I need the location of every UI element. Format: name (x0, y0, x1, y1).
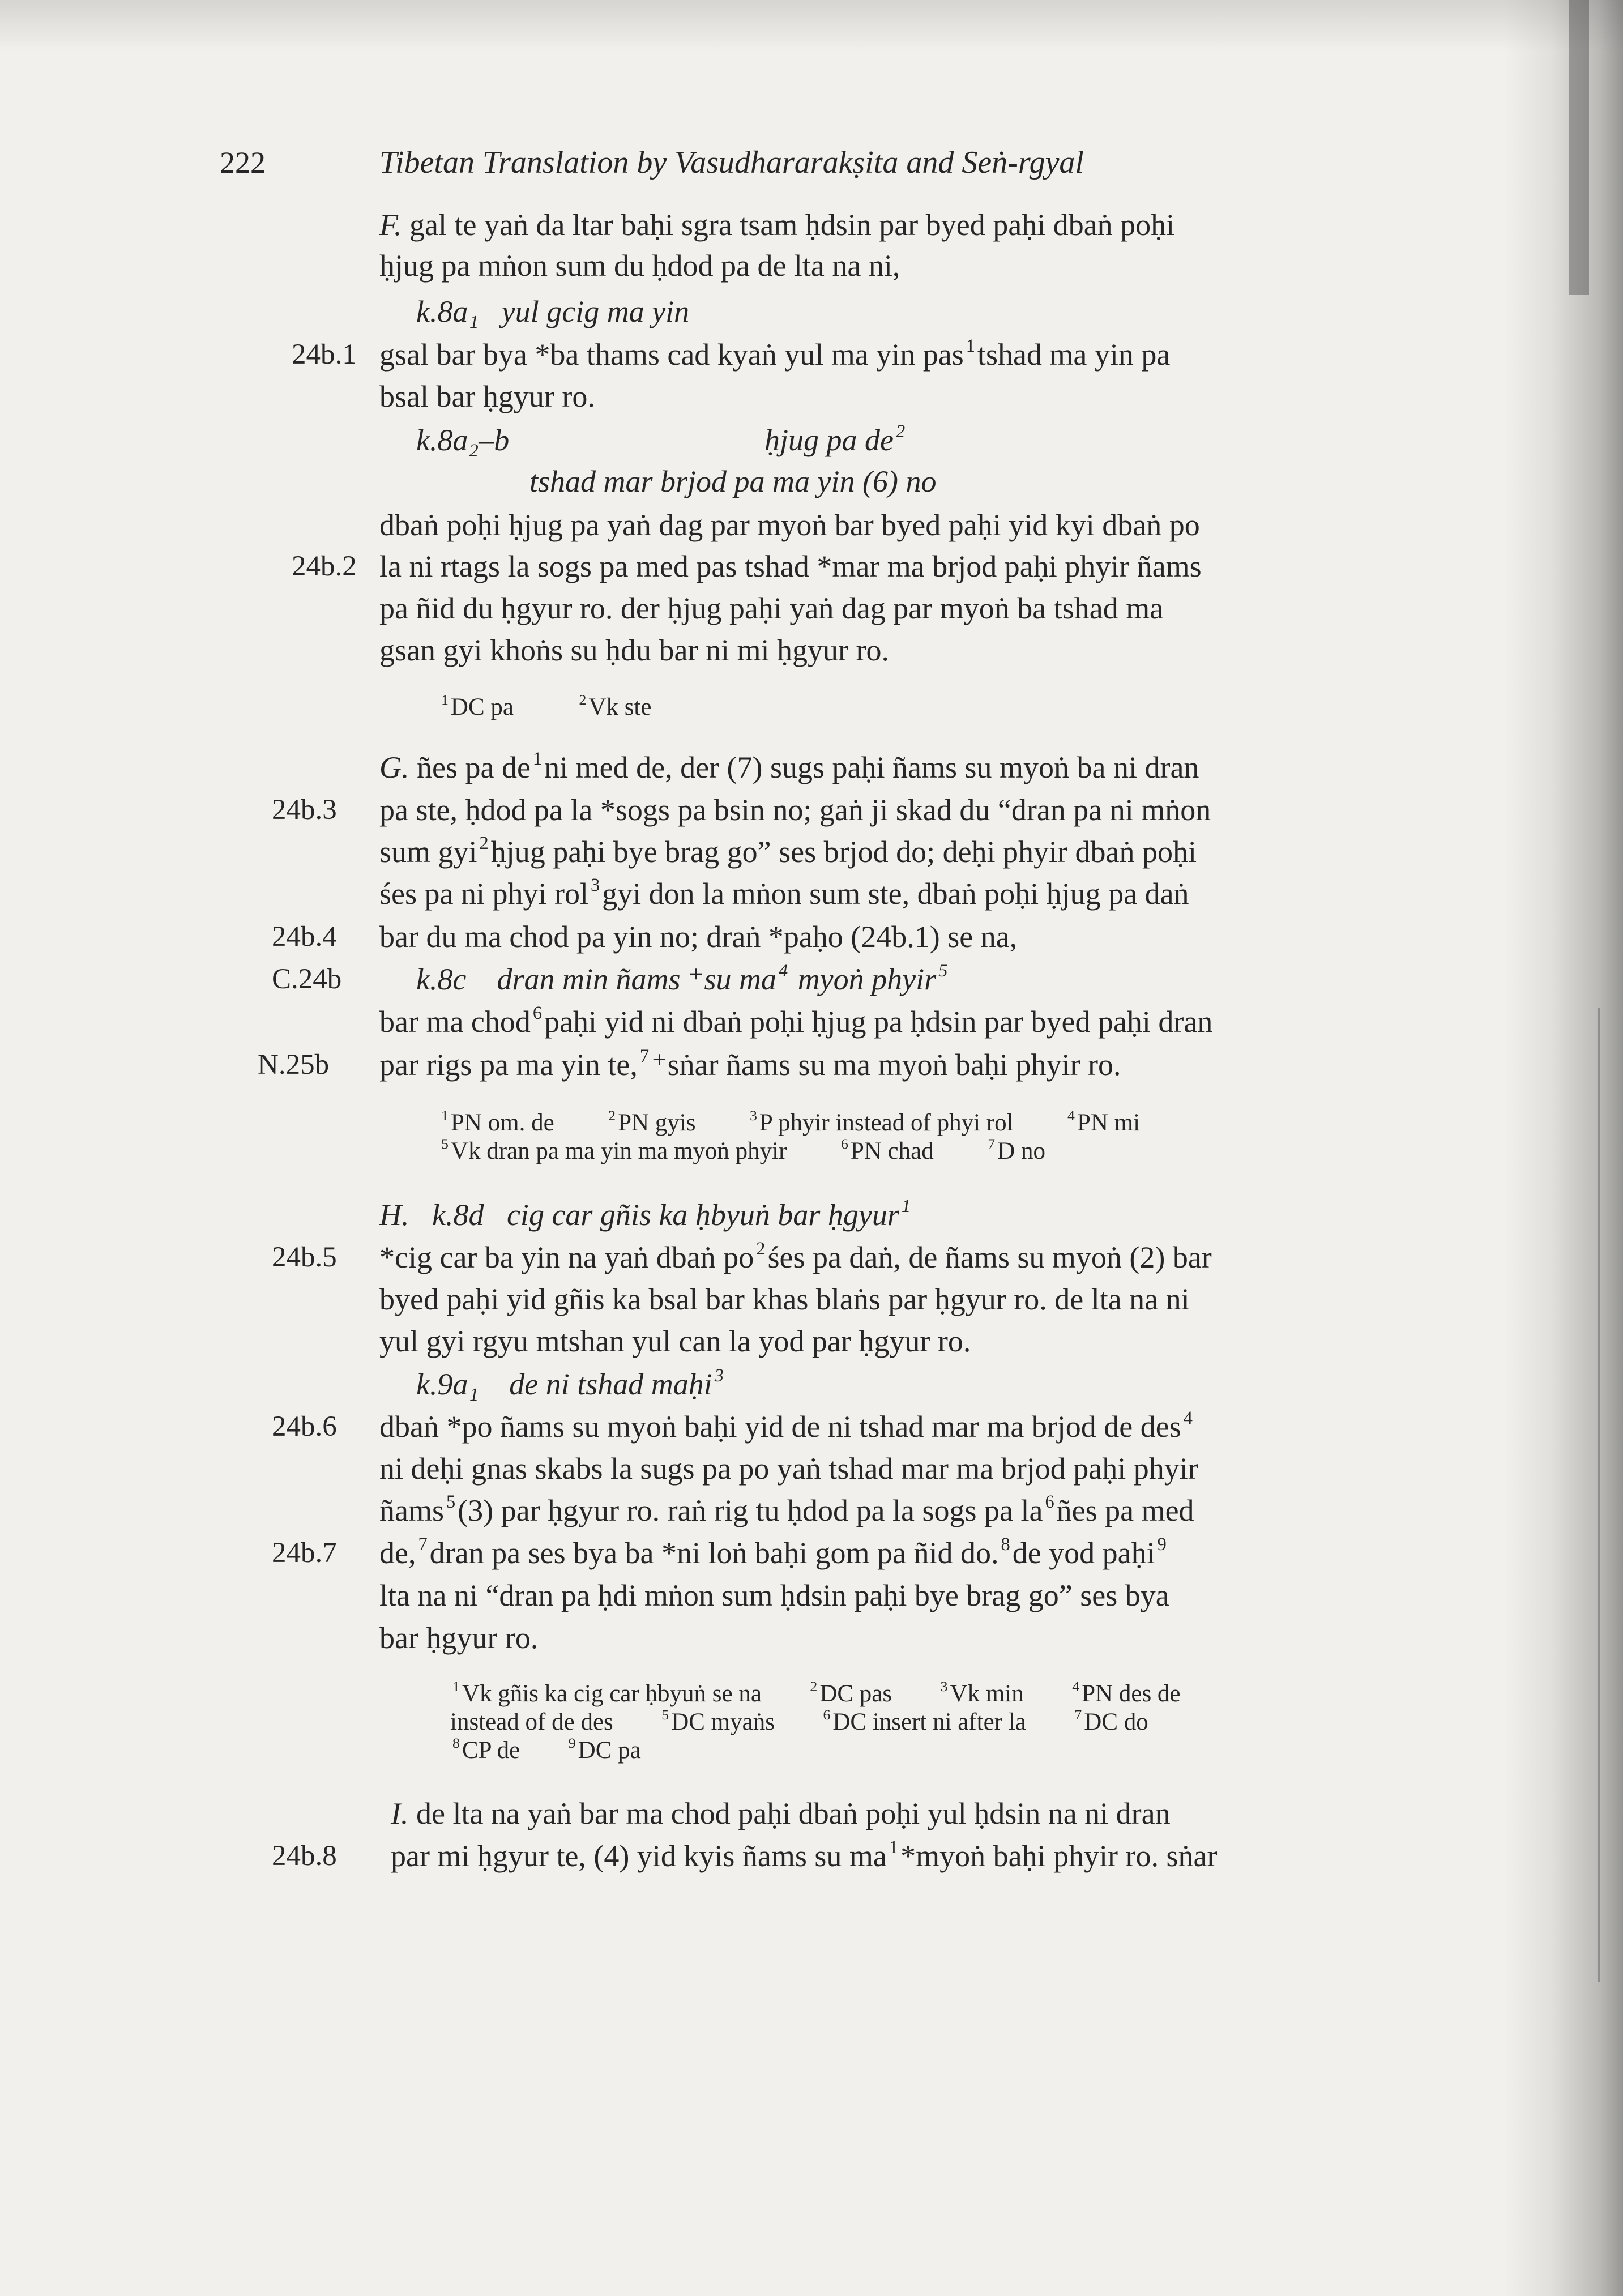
text: gsal bar bya *ba thams cad kyaṅ yul ma yin pas (379, 338, 964, 372)
footnote-marker: 3 (590, 875, 600, 896)
verse-k9a1 (416, 1366, 726, 1402)
footnote-number: 5 (661, 1706, 669, 1723)
footnotes-g-2 (439, 1137, 1045, 1166)
verse-k8d (379, 1197, 913, 1233)
footnote-text: P phyir instead of phyi rol (759, 1109, 1014, 1136)
footnote-text: PN des de (1082, 1680, 1181, 1707)
footnote-marker: 1 (901, 1196, 911, 1217)
verse-ref: k.9a₁ (416, 1367, 479, 1401)
footnote-number: 1 (452, 1678, 460, 1695)
footnotes-h-1 (450, 1680, 1181, 1708)
verse-text: yul gcig ma yin (501, 295, 690, 328)
text: śes pa daṅ, de ñams su myoṅ (2) bar (767, 1240, 1212, 1274)
text: ḥjug paḥi bye brag go” ses brjod do; deḥi phyir dbaṅ poḥi (490, 835, 1197, 869)
footnote-number: 2 (810, 1678, 818, 1695)
footnote-number: 3 (940, 1678, 948, 1695)
text: de, (379, 1536, 416, 1570)
line-g-2: pa ste, ḥdod pa la *sogs pa bsin no; gaṅ ji skad du “dran pa ni mṅon (379, 793, 1211, 827)
footnote-marker: 2 (895, 421, 906, 442)
text: *cig car ba yin na yaṅ dbaṅ po (379, 1240, 754, 1274)
footnotes-f (439, 693, 651, 722)
margin-ref: 24b.3 (272, 794, 337, 826)
line-h-2: byed paḥi yid gñis ka bsal bar khas blaṅs par ḥgyur ro. de lta na ni (379, 1282, 1190, 1316)
line-h-9: bar ḥgyur ro. (379, 1621, 539, 1655)
margin-ref: 24b.8 (272, 1840, 337, 1872)
footnote-number: 4 (1072, 1678, 1080, 1695)
footnote-text: DC pa (578, 1737, 641, 1764)
footnote-text: DC insert ni after la (832, 1709, 1026, 1735)
text: de lta na yaṅ bar ma chod paḥi dbaṅ poḥi yul ḥdsin na ni dran (416, 1796, 1171, 1830)
footnote-text: DC myaṅs (671, 1709, 775, 1735)
verse-text: myoṅ phyir (797, 962, 937, 996)
line-g-7 (379, 1047, 1121, 1083)
line-g-1 (379, 749, 1199, 786)
line-f-4: bsal bar ḥgyur ro. (379, 379, 595, 413)
verse-text (764, 422, 907, 458)
footnote-number: 8 (452, 1734, 460, 1751)
footnote-text: PN mi (1077, 1109, 1141, 1136)
footnote-number: 9 (568, 1734, 576, 1751)
line-f-8: gsan gyi khoṅs su ḥdu bar ni mi ḥgyur ro. (379, 633, 889, 667)
verse-ref: k.8c (416, 962, 467, 996)
line-i-2 (391, 1838, 1217, 1874)
text: bar ma chod (379, 1005, 531, 1039)
footnote-number: 7 (988, 1135, 996, 1152)
margin-ref: 24b.1 (292, 339, 357, 370)
verse-k8c (416, 961, 950, 997)
footnote-text: PN gyis (618, 1109, 696, 1136)
footnote-marker: 2 (756, 1239, 766, 1260)
verse-ref: k.8d (432, 1198, 484, 1232)
line-h-6 (379, 1492, 1194, 1529)
line-f-1 (379, 207, 1174, 243)
footnote-number: 6 (823, 1706, 831, 1723)
footnotes-h-2 (450, 1708, 1148, 1736)
footnote-text: Vk min (950, 1680, 1024, 1707)
text: śes pa ni phyi rol (379, 877, 588, 911)
footnote-marker: 5 (938, 961, 948, 981)
footnote-marker: 5 (446, 1492, 456, 1513)
footnote-text: DC do (1084, 1709, 1148, 1735)
text: paḥi yid ni dbaṅ poḥi ḥjug pa ḥdsin par byed paḥi dran (544, 1005, 1213, 1039)
verse-ref-k8a1 (416, 293, 689, 330)
verse-text: tshad mar brjod pa ma yin (6) no (529, 464, 937, 498)
footnote-text: DC pa (450, 694, 514, 720)
text: de yod paḥi (1012, 1536, 1155, 1570)
verse-text: cig car gñis ka ḥbyuṅ bar ḥgyur (506, 1198, 899, 1232)
footnote-number: 5 (441, 1135, 449, 1152)
line-h-8: lta na ni “dran pa ḥdi mṅon sum ḥdsin paḥi bye brag go” ses bya (379, 1578, 1169, 1612)
text: ñams (379, 1493, 444, 1527)
text: gal te yaṅ da ltar baḥi sgra tsam ḥdsin par byed paḥi dbaṅ poḥi (409, 208, 1175, 242)
line-f-5: dbaṅ poḥi ḥjug pa yaṅ dag par myoṅ bar byed paḥi yid kyi dbaṅ po (379, 508, 1200, 542)
text: (3) par ḥgyur ro. raṅ rig tu ḥdod pa la sogs pa la (458, 1493, 1043, 1527)
text: ⁺sṅar ñams su ma myoṅ baḥi phyir ro. (651, 1048, 1121, 1082)
margin-ref: 24b.2 (292, 550, 357, 582)
footnote-number: 7 (1074, 1706, 1082, 1723)
section-label-g: G. (379, 750, 409, 784)
text: dran pa ses bya ba *ni loṅ baḥi gom pa ñid do. (429, 1536, 999, 1570)
text: ñes pa med (1056, 1493, 1194, 1527)
footnote-marker: 9 (1157, 1534, 1167, 1555)
scan-shadow-top (0, 0, 1623, 51)
line-h-4 (379, 1409, 1195, 1445)
margin-ref: C.24b (272, 963, 342, 995)
text: par mi ḥgyur te, (4) yid kyis ñams su ma (391, 1839, 887, 1873)
footnote-marker: 3 (714, 1365, 724, 1386)
footnote-text: DC pas (819, 1680, 892, 1707)
line-g-3 (379, 834, 1197, 870)
line-f-7: pa ñid du ḥgyur ro. der ḥjug paḥi yaṅ dag par myoṅ ba tshad ma (379, 591, 1164, 625)
line-h-5: ni deḥi gnas skabs la sugs pa po yaṅ tshad mar ma brjod paḥi phyir (379, 1452, 1198, 1486)
footnote-text: Vk gñis ka cig car ḥbyuṅ se na (462, 1680, 762, 1707)
footnote-marker: 6 (1045, 1492, 1054, 1513)
scan-edge-line (1598, 1008, 1600, 1982)
text: *myoṅ baḥi phyir ro. sṅar (900, 1839, 1218, 1873)
line-f-3 (379, 336, 1170, 373)
running-title: Tibetan Translation by Vasudhararakṣita and Seṅ-rgyal (379, 145, 1084, 180)
line-f-2: ḥjug pa mṅon sum du ḥdod pa de lta na ni, (379, 249, 900, 283)
footnotes-g-1 (439, 1109, 1140, 1137)
footnote-text: PN om. de (450, 1109, 554, 1136)
margin-ref: N.25b (258, 1049, 330, 1081)
line-h-7 (379, 1535, 1169, 1571)
footnote-text: D no (997, 1138, 1045, 1164)
footnote-marker: 7 (639, 1046, 650, 1067)
page-number: 222 (220, 146, 266, 180)
line-g-5: bar du ma chod pa yin no; draṅ *paḥo (24b.1) se na, (379, 920, 1018, 954)
footnotes-h-3 (450, 1736, 641, 1765)
footnote-marker: 8 (1001, 1534, 1010, 1555)
footnote-marker: 2 (479, 833, 489, 854)
footnote-text: instead of de des (450, 1709, 613, 1735)
text: ñes pa de (417, 750, 531, 784)
section-label-i: I. (391, 1796, 409, 1830)
footnote-number: 2 (608, 1107, 616, 1124)
footnote-marker: 6 (532, 1003, 543, 1024)
section-label-h: H. (379, 1198, 409, 1232)
line-g-4 (379, 876, 1189, 912)
verse-ref-k8a2b: k.8a₂–b (416, 423, 510, 457)
margin-ref: 24b.4 (272, 921, 337, 953)
footnote-marker: 4 (1183, 1408, 1193, 1429)
footnote-number: 4 (1067, 1107, 1075, 1124)
text: dbaṅ *po ñams su myoṅ baḥi yid de ni tshad mar ma brjod de des (379, 1410, 1181, 1444)
text: ni med de, der (7) sugs paḥi ñams su myoṅ ba ni dran (544, 750, 1199, 784)
footnote-number: 2 (579, 691, 587, 708)
footnote-number: 6 (840, 1135, 848, 1152)
footnote-marker: 1 (966, 336, 975, 357)
verse-text: de ni tshad maḥi (509, 1367, 712, 1401)
footnote-text: Vk dran pa ma yin ma myoṅ phyir (450, 1138, 787, 1164)
text: ḥjug pa de (764, 423, 894, 457)
text: gyi don la mṅon sum ste, dbaṅ poḥi ḥjug pa daṅ (602, 877, 1189, 911)
line-i-1 (391, 1795, 1171, 1832)
verse-ref: k.8a₁ (416, 295, 479, 328)
line-h-1 (379, 1239, 1212, 1275)
verse-text: ⁺su ma (687, 962, 776, 996)
footnote-number: 1 (441, 1107, 449, 1124)
line-h-3: yul gyi rgyu mtshan yul can la yod par ḥgyur ro. (379, 1324, 971, 1358)
footnote-marker: 1 (889, 1837, 899, 1858)
margin-ref: 24b.6 (272, 1411, 337, 1443)
text: tshad ma yin pa (977, 338, 1171, 372)
section-label-f: F. (379, 208, 402, 242)
margin-ref: 24b.5 (272, 1241, 337, 1273)
margin-ref: 24b.7 (272, 1537, 337, 1569)
footnote-marker: 1 (532, 749, 543, 770)
footnote-marker: 7 (418, 1534, 428, 1555)
text: par rigs pa ma yin te, (379, 1048, 638, 1082)
footnote-text: PN chad (850, 1138, 934, 1164)
footnote-marker: 4 (778, 961, 788, 981)
footnote-number: 3 (749, 1107, 757, 1124)
verse-text: dran min ñams (497, 962, 681, 996)
scan-binding-mark (1569, 0, 1589, 295)
footnote-number: 1 (441, 691, 449, 708)
scan-shadow-right (1504, 0, 1623, 2296)
line-f-6: la ni rtags la sogs pa med pas tshad *mar ma brjod paḥi phyir ñams (379, 549, 1202, 583)
text: sum gyi (379, 835, 477, 869)
line-g-6 (379, 1004, 1212, 1040)
footnote-text: Vk ste (588, 694, 652, 720)
footnote-text: CP de (462, 1737, 520, 1764)
